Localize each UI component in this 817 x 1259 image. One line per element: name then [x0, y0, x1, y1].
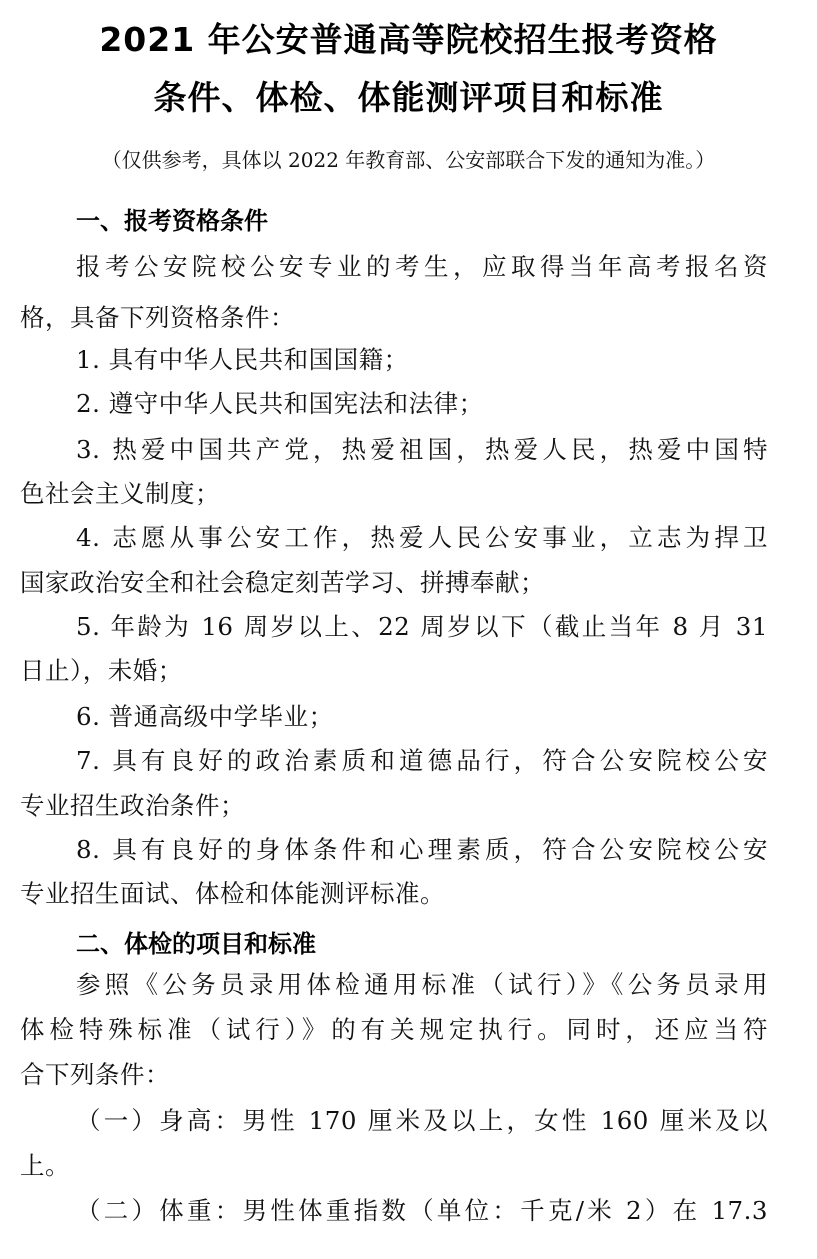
section-1-heading: 一、报考资格条件 — [76, 207, 268, 235]
requirement-item-4-line-2: 国家政治安全和社会稳定刻苦学习、拼搏奉献； — [20, 568, 545, 597]
requirement-item-6: 6. 普通高级中学毕业； — [76, 702, 334, 731]
requirement-item-5-line-2: 日止），未婚； — [20, 656, 183, 685]
requirement-item-3-line-2: 色社会主义制度； — [20, 479, 220, 508]
reference-note: （仅供参考，具体以 2022 年教育部、公安部联合下发的通知为准。） — [101, 148, 716, 172]
height-requirement-line-1: （一）身高：男性 170 厘米及以上，女性 160 厘米及以 — [76, 1106, 768, 1135]
height-requirement-line-2: 上。 — [20, 1151, 70, 1180]
document-title-line-2: 条件、体检、体能测评项目和标准 — [153, 78, 664, 117]
requirement-item-5-line-1: 5. 年龄为 16 周岁以上、22 周岁以下（截止当年 8 月 31 — [76, 612, 768, 641]
requirement-item-2: 2. 遵守中华人民共和国宪法和法律； — [76, 389, 484, 418]
requirement-item-8-line-2: 专业招生面试、体检和体能测评标准。 — [20, 879, 445, 908]
section-2-paragraph-line-1: 参照《公务员录用体检通用标准（试行）》《公务员录用 — [76, 970, 768, 999]
section-1-intro-line-2: 格，具备下列资格条件： — [20, 303, 295, 332]
section-2-heading: 二、体检的项目和标准 — [76, 930, 316, 958]
requirement-item-8-line-1: 8. 具有良好的身体条件和心理素质，符合公安院校公安 — [76, 835, 768, 864]
section-2-paragraph-line-2: 体检特殊标准（试行）》的有关规定执行。同时，还应当符 — [20, 1015, 768, 1044]
document-title-line-1: 2021 年公安普通高等院校招生报考资格 — [99, 20, 718, 59]
requirement-item-7-line-1: 7. 具有良好的政治素质和道德品行，符合公安院校公安 — [76, 746, 768, 775]
section-2-paragraph-line-3: 合下列条件： — [20, 1060, 170, 1089]
section-1-intro-line-1: 报考公安院校公安专业的考生，应取得当年高考报名资 — [76, 252, 768, 281]
requirement-item-7-line-2: 专业招生政治条件； — [20, 791, 245, 820]
requirement-item-4-line-1: 4. 志愿从事公安工作，热爱人民公安事业，立志为捍卫 — [76, 523, 768, 552]
requirement-item-3-line-1: 3. 热爱中国共产党，热爱祖国，热爱人民，热爱中国特 — [76, 435, 768, 464]
weight-requirement-line-1: （二）体重：男性体重指数（单位：千克/米 2）在 17.3 — [76, 1196, 768, 1225]
requirement-item-1: 1. 具有中华人民共和国国籍； — [76, 345, 409, 374]
